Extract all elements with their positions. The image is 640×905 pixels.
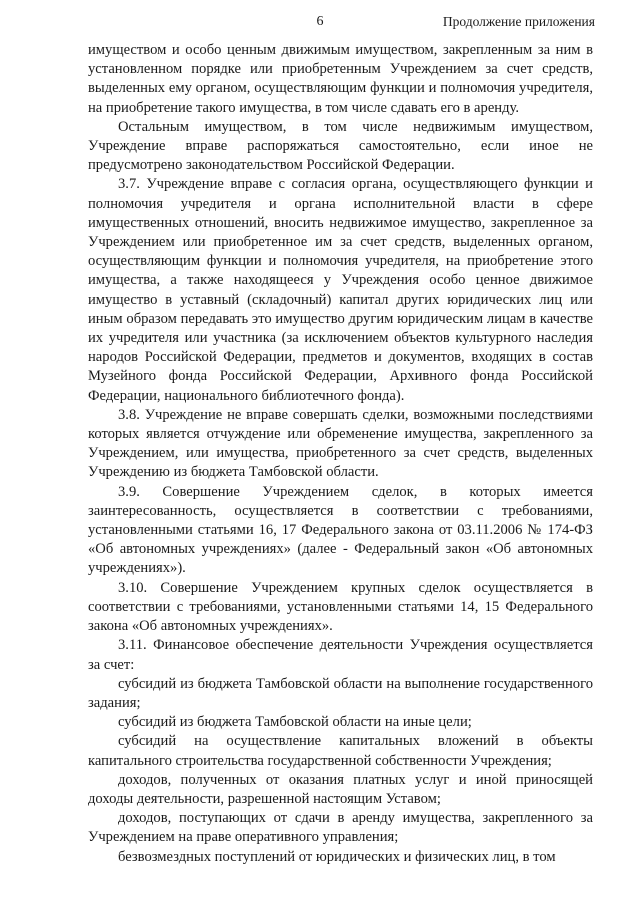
paragraph: имуществом и особо ценным движимым имуществом, закрепленным за ним в установленном порядке или приобретенным Учреждением за счет средств, выделенных ему органом, осуществляющим функции и полномочия учредителя, на приобретение такого имущества, в том числе сдавать его в аренду. (88, 42, 593, 116)
list-item: субсидий из бюджета Тамбовской области на иные цели; (118, 714, 472, 731)
list-item: доходов, полученных от оказания платных услуг и иной приносящей доходы деятельности, разрешенной настоящим Уставом; (88, 771, 593, 807)
clause-3-9: 3.9. Совершение Учреждением сделок, в которых имеется заинтересованность, осуществляется в соответствии с требованиями, установленными статьями 16, 17 Федерального закона от 03.11.2006 № 174-ФЗ «Об автономных учреждениях» (далее - Федеральный закон «Об автономных учреждениях»). (88, 483, 593, 577)
list-item: доходов, поступающих от сдачи в аренду имущества, закрепленного за Учреждением на праве оперативного управления; (88, 810, 593, 846)
page-number: 6 (316, 14, 324, 29)
body-text (88, 41, 593, 867)
clause-3-11: 3.11. Финансовое обеспечение деятельности Учреждения осуществляется за счет: (88, 637, 593, 673)
clause-3-8: 3.8. Учреждение не вправе совершать сделки, возможными последствиями которых является отчуждение или обременение имущества, закрепленного за Учреждением, или имущества, приобретенного за счет средств, выделенных Учреждению из бюджета Тамбовской области. (88, 406, 593, 481)
continuation-header: Продолжение приложения (442, 14, 595, 29)
paragraph: Остальным имуществом, в том числе недвижимым имуществом, Учреждение вправе распоряжаться самостоятельно, если иное не предусмотрено законодательством Российской Федерации. (88, 118, 593, 174)
list-item: субсидий на осуществление капитальных вложений в объекты капитального строительства государственной собственности Учреждения; (88, 733, 593, 769)
clause-3-10: 3.10. Совершение Учреждением крупных сделок осуществляется в соответствии с требованиями, установленными статьями 14, 15 Федерального закона «Об автономных учреждениях». (88, 579, 593, 635)
clause-3-7: 3.7. Учреждение вправе с согласия органа, осуществляющего функции и полномочия учредителя и органа исполнительной власти в сфере имущественных отношений, вносить недвижимое имущество, закрепленное за Учреждением или приобретенное им за счет средств, выделенных органом, осуществляющим функции и полномочия учредителя, на приобретение этого имущества, а также находящееся у Учреждения особо ценное движимое имущество в уставный (складочный) капитал других юридических лиц или иным образом передавать это имущество другим юридическим лицам в качестве их учредителя или участника (за исключением объектов культурного наследия народов Российской Федерации, предметов и документов, входящих в состав Музейного фонда Российской Федерации, Архивного фонда Российской Федерации, национального библиотечного фонда). (88, 176, 593, 404)
list-item: субсидий из бюджета Тамбовской области на выполнение государственного задания; (88, 675, 593, 711)
list-item: безвозмездных поступлений от юридических и физических лиц, в том (118, 848, 556, 865)
